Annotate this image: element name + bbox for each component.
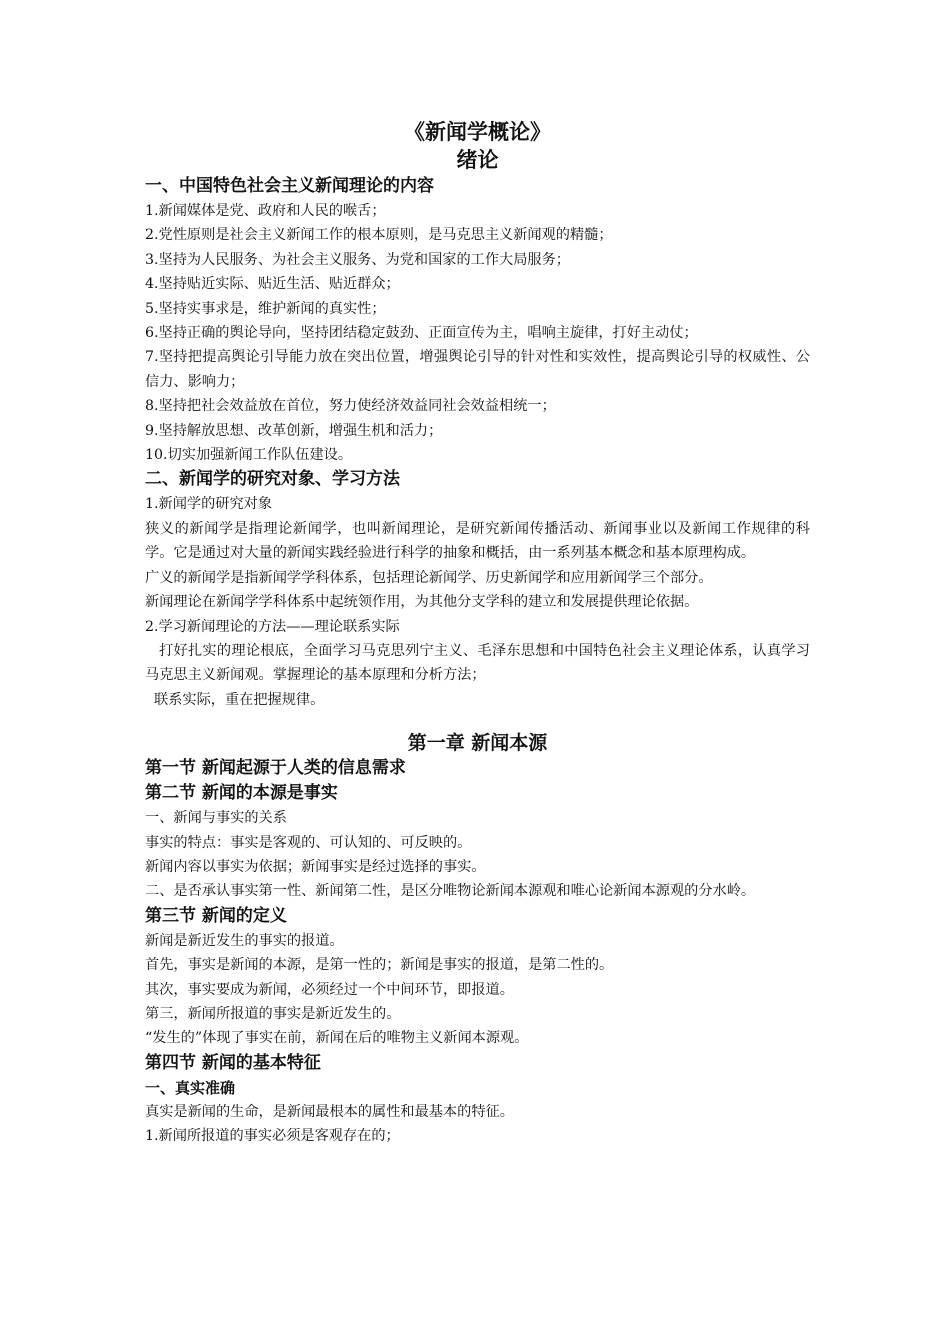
- chapter-title: 第一章 新闻本源: [407, 732, 548, 755]
- paragraph: 新闻理论在新闻学学科体系中起统领作用，为其他分支学科的建立和发展提供理论依据。: [145, 594, 699, 611]
- list-item: 4.坚持贴近实际、贴近生活、贴近群众；: [145, 276, 400, 293]
- sub-heading: 一、真实准确: [145, 1078, 236, 1097]
- paragraph: 首先，事实是新闻的本源，是第一性的；新闻是事实的报道，是第二性的。: [145, 957, 614, 974]
- sub-heading: 2.学习新闻理论的方法——理论联系实际: [145, 618, 400, 635]
- list-item: 8.坚持把社会效益放在首位，努力使经济效益同社会效益相统一；: [145, 398, 556, 415]
- list-item: 3.坚持为人民服务、为社会主义服务、为党和国家的工作大局服务；: [145, 251, 570, 268]
- paragraph: “发生的”体现了事实在前，新闻在后的唯物主义新闻本源观。: [145, 1030, 529, 1047]
- paragraph: 新闻是新近发生的事实的报道。: [145, 932, 344, 949]
- section-heading: 第三节 新闻的定义: [145, 905, 287, 926]
- list-item: 7.坚持把提高舆论引导能力放在突出位置，增强舆论引导的针对性和实效性，提高舆论引导的权威性、公信力、影响力；: [145, 349, 810, 390]
- paragraph: 真实是新闻的生命，是新闻最根本的属性和最基本的特征。: [145, 1103, 514, 1120]
- spacer: [145, 712, 810, 730]
- section-heading: 第一节 新闻起源于人类的信息需求: [145, 758, 406, 779]
- sub-heading: 1.新闻学的研究对象: [145, 496, 273, 513]
- paragraph: 事实的特点：事实是客观的、可认知的、可反映的。: [145, 834, 472, 851]
- document-title: 《新闻学概论》: [404, 120, 551, 144]
- paragraph: 1.新闻所报道的事实必须是客观存在的；: [145, 1128, 400, 1145]
- list-item: 9.坚持解放思想、改革创新，增强生机和活力；: [145, 422, 443, 439]
- paragraph: 新闻内容以事实为依据；新闻事实是经过选择的事实。: [145, 858, 486, 875]
- section-heading: 第二节 新闻的本源是事实: [145, 783, 338, 804]
- section-heading: 二、新闻学的研究对象、学习方法: [145, 469, 400, 490]
- section-heading: 第四节 新闻的基本特征: [145, 1052, 321, 1073]
- list-item: 1.新闻媒体是党、政府和人民的喉舌；: [145, 203, 386, 219]
- document-body: [145, 118, 810, 1149]
- list-item: 2.党性原则是社会主义新闻工作的根本原则，是马克思主义新闻观的精髓；: [145, 227, 613, 244]
- section-heading: 一、中国特色社会主义新闻理论的内容: [145, 176, 434, 196]
- intro-heading: 绪论: [456, 148, 499, 172]
- list-item: 6.坚持正确的舆论导向，坚持团结稳定鼓劲、正面宣传为主，唱响主旋律，打好主动仗；: [145, 325, 698, 342]
- paragraph: 狭义的新闻学是指理论新闻学，也叫新闻理论，是研究新闻传播活动、新闻事业以及新闻工作规律的科学。它是通过对大量的新闻实践经验进行科学的抽象和概括，由一系列基本概念和基本原理构成。: [145, 520, 810, 562]
- paragraph: 其次，事实要成为新闻，必须经过一个中间环节，即报道。: [145, 981, 514, 998]
- paragraph: 打好扎实的理论根底，全面学习马克思列宁主义、毛泽东思想和中国特色社会主义理论体系，认真学习马克思主义新闻观。掌握理论的基本原理和分析方法；: [145, 642, 810, 684]
- paragraph: 二、是否承认事实第一性、新闻第二性，是区分唯物论新闻本源观和唯心论新闻本源观的分水岭。: [145, 883, 756, 900]
- paragraph: 一、新闻与事实的关系: [145, 810, 287, 827]
- list-item: 5.坚持实事求是，维护新闻的真实性；: [145, 300, 386, 317]
- paragraph: 联系实际，重在把握规律。: [154, 691, 325, 708]
- paragraph: 第三，新闻所报道的事实是新近发生的。: [145, 1005, 401, 1022]
- paragraph: 广义的新闻学是指新闻学学科体系，包括理论新闻学、历史新闻学和应用新闻学三个部分。: [145, 569, 713, 586]
- list-item: 10.切实加强新闻工作队伍建设。: [145, 447, 353, 464]
